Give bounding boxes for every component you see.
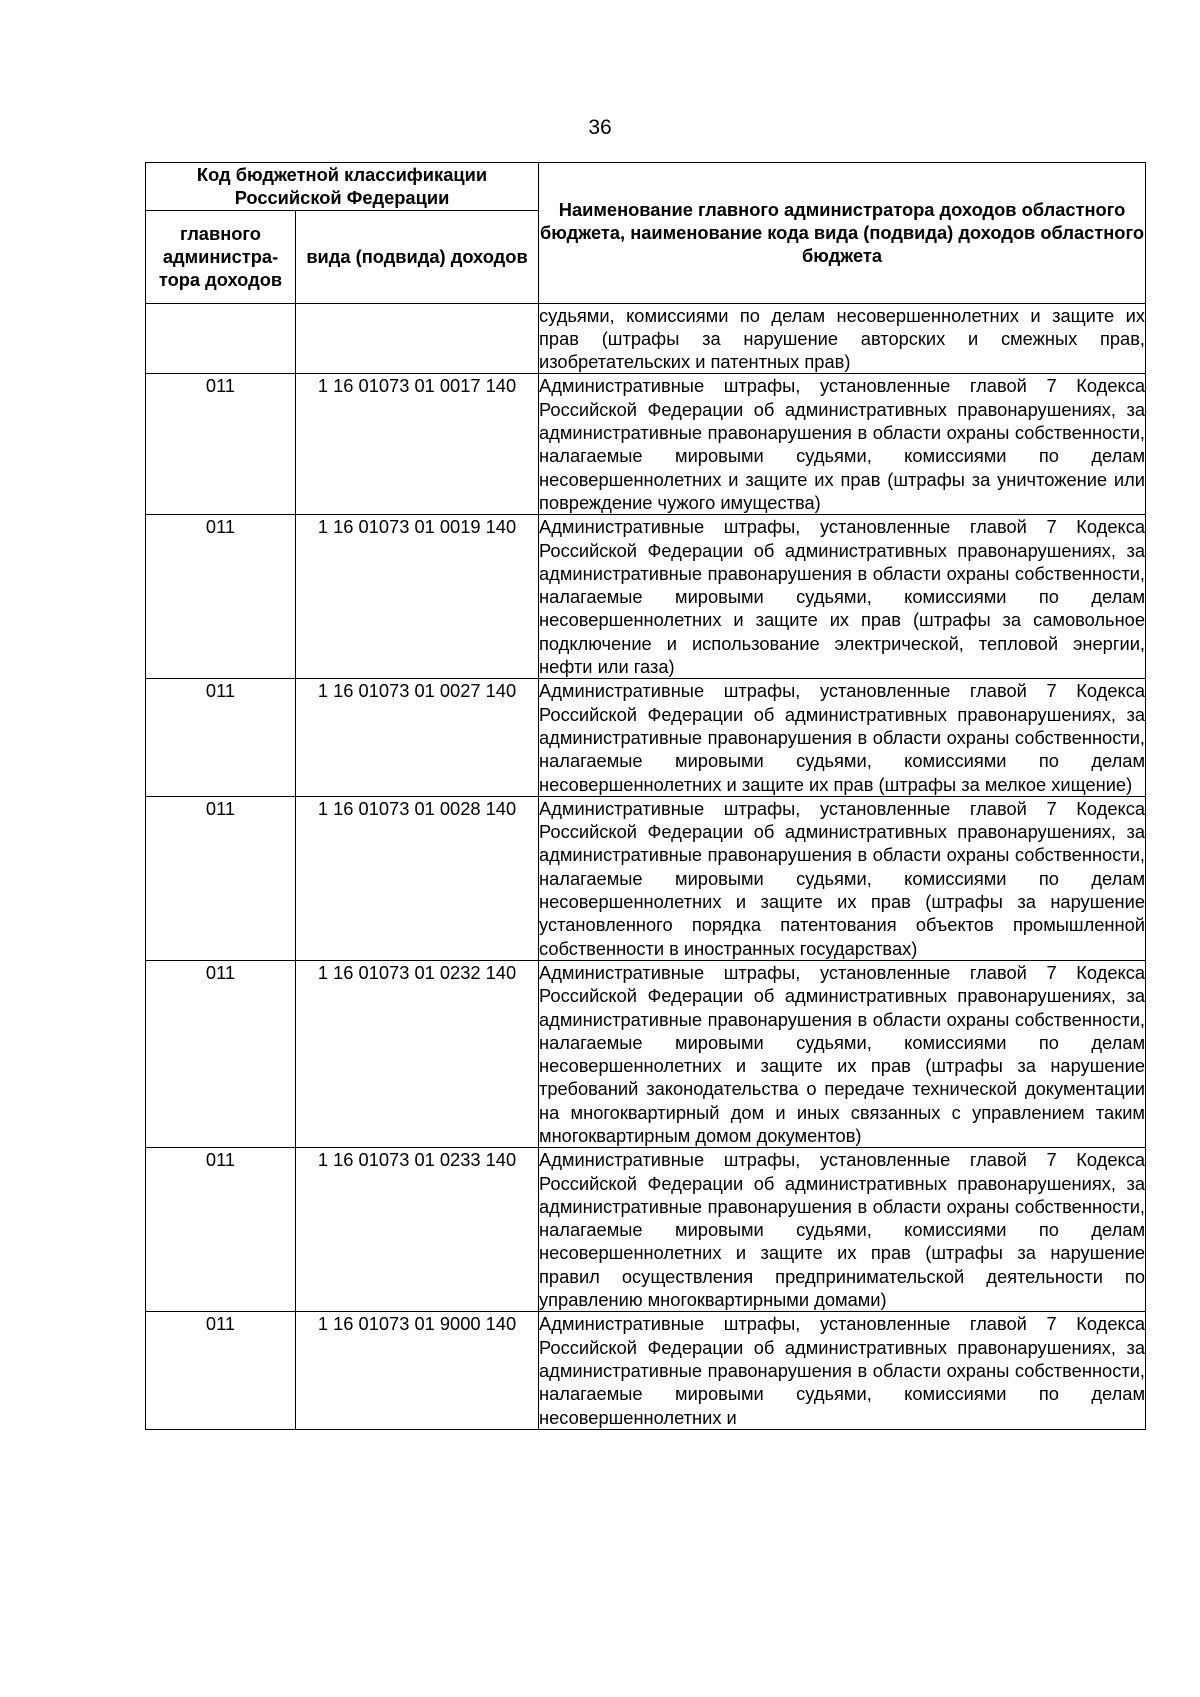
table-row: [146, 796, 1146, 960]
income-code-cell: 1 16 01073 01 0028 140: [296, 796, 539, 960]
income-name-cell: Административные штрафы, установленные главой 7 Кодекса Российской Федерации об административных правонарушениях, за административные правонарушения в области охраны собственности, налагаемые мировыми судьями, комиссиями по делам несовершеннолетних и защите их прав (штрафы за самовольное подключение и использование электрической, тепловой энергии, нефти или газа): [539, 516, 1146, 678]
admin-column-header: главного администра-тора доходов: [146, 210, 296, 303]
admin-code-cell: 011: [146, 515, 296, 679]
table-row: [146, 679, 1146, 796]
income-name-cell: Административные штрафы, установленные главой 7 Кодекса Российской Федерации об административных правонарушениях, за административные правонарушения в области охраны собственности, налагаемые мировыми судьями, комиссиями по делам несовершеннолетних и защите их прав (штрафы за нарушение правил осуществления предпринимательской деятельности по управлению многоквартирными домами): [539, 1149, 1146, 1311]
admin-code-cell: 011: [146, 796, 296, 960]
income-code-cell: 1 16 01073 01 0232 140: [296, 960, 539, 1147]
budget-classification-table: [145, 162, 1146, 1430]
income-code-cell: [296, 303, 539, 374]
admin-code-cell: 011: [146, 1312, 296, 1429]
table-row: [146, 374, 1146, 515]
admin-code-cell: [146, 303, 296, 374]
income-code-cell: 1 16 01073 01 0233 140: [296, 1148, 539, 1312]
table-row: [146, 960, 1146, 1147]
income-name-cell: Административные штрафы, установленные главой 7 Кодекса Российской Федерации об административных правонарушениях, за административные правонарушения в области охраны собственности, налагаемые мировыми судьями, комиссиями по делам несовершеннолетних и: [539, 1313, 1146, 1428]
admin-code-cell: 011: [146, 1148, 296, 1312]
table-header: [146, 163, 1146, 304]
income-name-cell: Административные штрафы, установленные главой 7 Кодекса Российской Федерации об административных правонарушениях, за административные правонарушения в области охраны собственности, налагаемые мировыми судьями, комиссиями по делам несовершеннолетних и защите их прав (штрафы за мелкое хищение): [539, 680, 1146, 795]
income-code-cell: 1 16 01073 01 9000 140: [296, 1312, 539, 1429]
table-row: [146, 303, 1146, 374]
income-name-cell: Административные штрафы, установленные главой 7 Кодекса Российской Федерации об административных правонарушениях, за административные правонарушения в области охраны собственности, налагаемые мировыми судьями, комиссиями по делам несовершеннолетних и защите их прав (штрафы за уничтожение или повреждение чужого имущества): [539, 375, 1146, 513]
code-column-header: вида (подвида) доходов: [296, 210, 539, 303]
table-body: [146, 303, 1146, 1429]
name-column-header: Наименование главного администратора доходов областного бюджета, наименование кода вида (подвида) доходов областного бюджета: [539, 163, 1146, 304]
admin-code-cell: 011: [146, 679, 296, 796]
classification-header: Код бюджетной классификации Российской Федерации: [146, 163, 539, 211]
income-code-cell: 1 16 01073 01 0017 140: [296, 374, 539, 515]
page-number: 36: [588, 116, 612, 139]
income-name-cell: Административные штрафы, установленные главой 7 Кодекса Российской Федерации об административных правонарушениях, за административные правонарушения в области охраны собственности, налагаемые мировыми судьями, комиссиями по делам несовершеннолетних и защите их прав (штрафы за нарушение установленного порядка патентования объектов промышленной собственности в иностранных государствах): [539, 797, 1146, 959]
table-row: [146, 1148, 1146, 1312]
income-code-cell: 1 16 01073 01 0027 140: [296, 679, 539, 796]
admin-code-cell: 011: [146, 374, 296, 515]
income-name-cell: Административные штрафы, установленные главой 7 Кодекса Российской Федерации об административных правонарушениях, за административные правонарушения в области охраны собственности, налагаемые мировыми судьями, комиссиями по делам несовершеннолетних и защите их прав (штрафы за нарушение требований законодательства о передаче технической документации на многоквартирный дом и иных связанных с управлением таким многоквартирным домом документов): [539, 961, 1146, 1146]
income-name-cell: судьями, комиссиями по делам несовершеннолетних и защите их прав (штрафы за нарушение авторских и смежных прав, изобретательских и патентных прав): [539, 304, 1146, 373]
table-row: [146, 515, 1146, 679]
admin-code-cell: 011: [146, 960, 296, 1147]
income-code-cell: 1 16 01073 01 0019 140: [296, 515, 539, 679]
table-row: [146, 1312, 1146, 1429]
